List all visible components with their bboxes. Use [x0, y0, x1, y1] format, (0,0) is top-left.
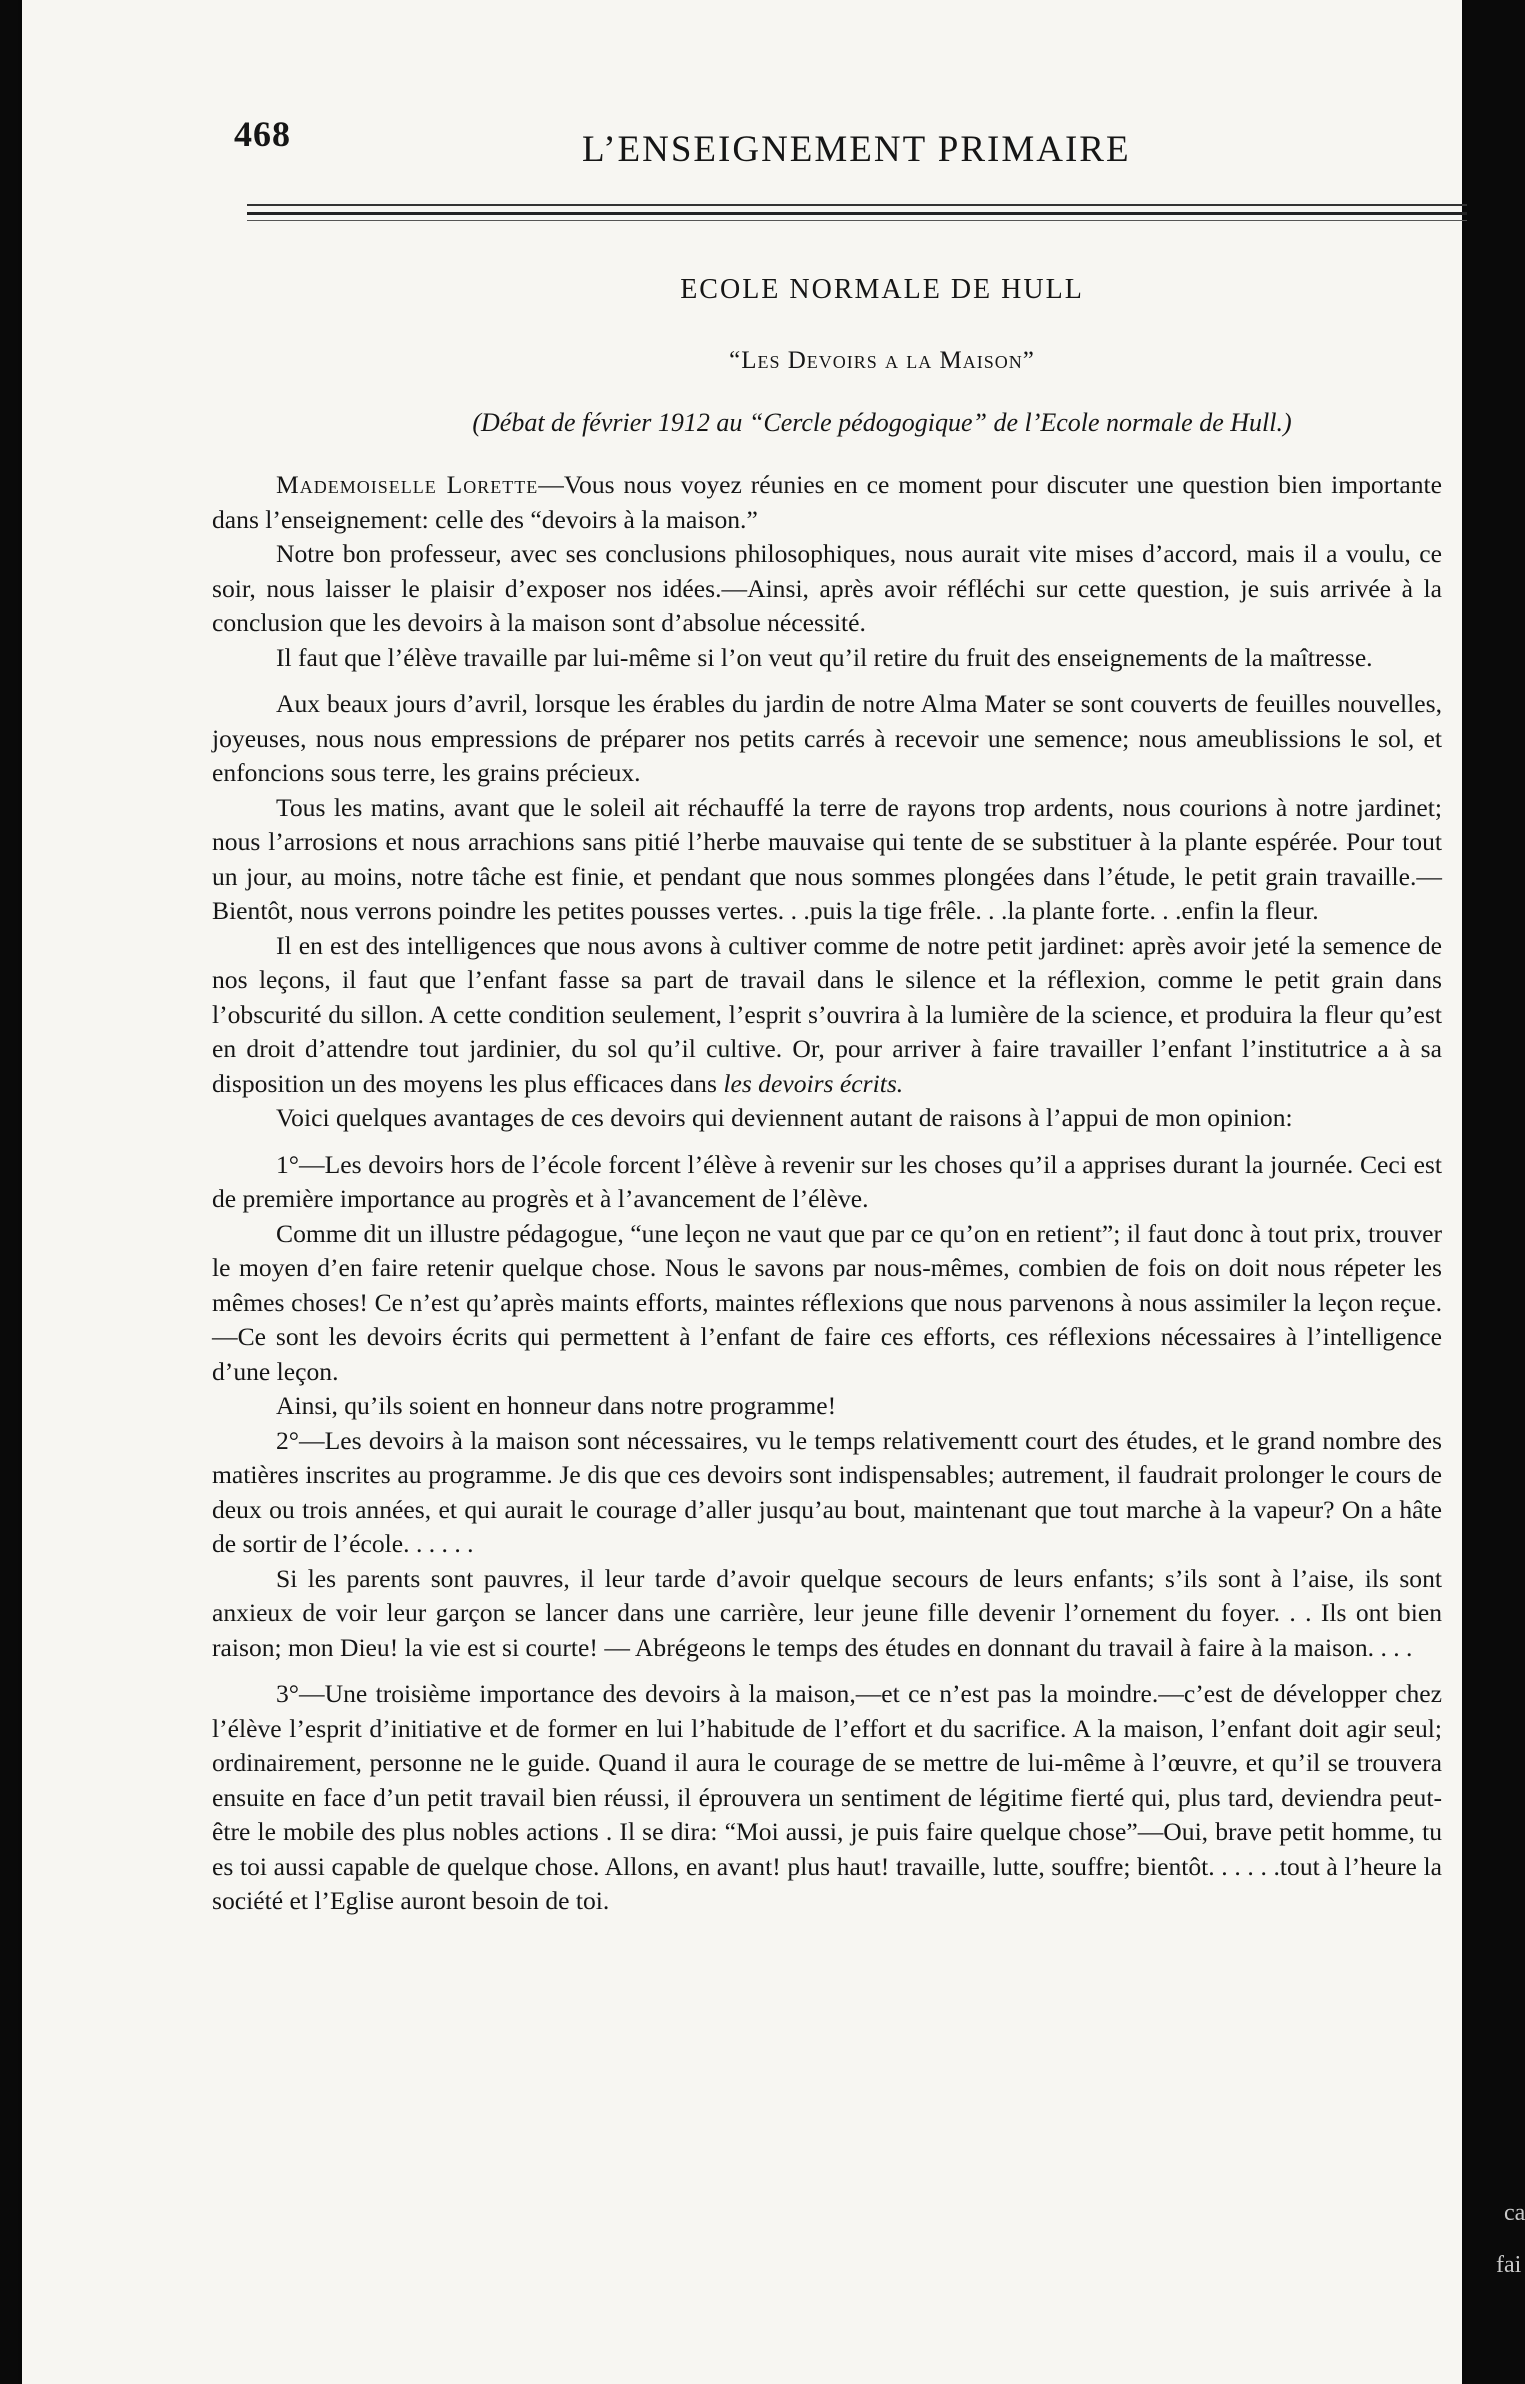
speaker-name: Mademoiselle Lorette [276, 470, 539, 499]
adjacent-page-fragment: ca [1504, 2200, 1525, 2226]
document-page [22, 0, 1462, 2384]
header-rule [247, 220, 1467, 221]
paragraph: Ainsi, qu’ils soient en honneur dans notre programme! [276, 1391, 837, 1420]
paragraph: Notre bon professeur, avec ses conclusions philosophiques, nous aurait vite mises d’accord, mais il a voulu, ce soir, nous laisser le plaisir d’exposer nos idées.—Ainsi, après avoir réfléchi sur cette question, je suis arrivée à la conclusion que les devoirs à la maison sont d’absolue nécessité. [212, 539, 1442, 637]
paragraph: 1°—Les devoirs hors de l’école forcent l’élève à revenir sur les choses qu’il a apprises durant la journée. Ceci est de première importance au progrès et à l’avancement de l’élève. [212, 1149, 1442, 1213]
header-rule [247, 212, 1467, 215]
paragraph: 2°—Les devoirs à la maison sont nécessaires, vu le temps relativementt court des études, et le grand nombre des matières inscrites au programme. Je dis que ces devoirs sont indispensables; autrement, il faudrait prolonger le cours de deux ou trois années, et qui aurait le courage d’aller jusqu’au bout, maintenant que tout marche à la vapeur? On a hâte de sortir de l’école. . . . . . [212, 1425, 1442, 1558]
header-rule [247, 204, 1467, 206]
running-head: L’ENSEIGNEMENT PRIMAIRE [582, 129, 1131, 170]
page-number: 468 [234, 114, 291, 154]
paragraph: Si les parents sont pauvres, il leur tarde d’avoir quelque secours de leurs enfants; s’ils sont à l’aise, ils sont anxieux de voir leur garçon se lancer dans une carrière, leur jeune fille devenir l’ornement du foyer. . . Ils ont bien raison; mon Dieu! la vie est si courte! — Abrégeons le temps des études en donnant du travail à faire à la maison. . . . [212, 1563, 1442, 1662]
paragraph: Aux beaux jours d’avril, lorsque les érables du jardin de notre Alma Mater se sont couverts de feuilles nouvelles, joyeuses, nous nous empressions de préparer nos petits carrés à recevoir une semence; nous ameublissions le sol, et enfoncions sous terre, les grains précieux. [212, 689, 1442, 787]
paragraph: 3°—Une troisième importance des devoirs à la maison,—et ce n’est pas la moindre.—c’est de développer chez l’élève l’esprit d’initiative et de former en lui l’habitude de l’effort et du sacrifice. A la maison, l’enfant doit agir seul; ordinairement, personne ne le guide. Quand il aura le courage de se mettre de lui-même à l’œuvre, et qu’il se trouvera ensuite en face d’un petit travail bien réussi, il éprouvera un sentiment de légitime fierté qui, plus tard, deviendra peut-être le mobile des plus nobles actions . Il se dira: “Moi aussi, je puis faire quelque chose”—Oui, brave petit homme, tu es toi aussi capable de quelque chose. Allons, en avant! plus haut! travaille, lutte, souffre; bientôt. . . . . .tout à l’heure la société et l’Eglise auront besoin de toi. [212, 1679, 1442, 1915]
paragraph: Comme dit un illustre pédagogue, “une leçon ne vaut que par ce qu’on en retient”; il faut donc à tout prix, trouver le moyen d’en faire retenir quelque chose. Nous le savons par nous-mêmes, combien de fois on doit nous répeter les mêmes choses! Ce n’est qu’après maints efforts, maintes réflexions que nous parvenons à nous assimiler la leçon reçue.—Ce sont les devoirs écrits qui permettent à l’enfant de faire ces efforts, ces réflexions nécessaires à l’intelligence d’une leçon. [212, 1218, 1442, 1386]
debate-note [242, 408, 1522, 438]
paragraph: Voici quelques avantages de ces devoirs qui deviennent autant de raisons à l’appui de mon opinion: [276, 1103, 1293, 1132]
debate-note-text: (Débat de février 1912 au “Cercle pédogogique” de l’Ecole normale de Hull.) [472, 408, 1292, 437]
adjacent-page-fragment: fai [1496, 2252, 1522, 2278]
paragraph: Il faut que l’élève travaille par lui-même si l’on veut qu’il retire du fruit des enseignements de la maîtresse. [276, 642, 1373, 672]
paragraph: Tous les matins, avant que le soleil ait réchauffé la terre de rayons trop ardents, nous courions à notre jardinet; nous l’arrosions et nous arrachions sans pitié l’herbe mauvaise qui tente de se substituer à la plante espérée. Pour tout un jour, au moins, notre tâche est finie, et pendant que nous sommes plongées dans l’étude, le petit grain travaille.—Bientôt, nous verrons poindre les petites pousses vertes. . .puis la tige frêle. . .la plante forte. . .enfin la fleur. [212, 792, 1442, 925]
paragraph-text: —Vous nous voyez réunies en ce moment pour discuter une question bien importante dans l’enseignement: celle des “devoirs à la maison.” [212, 470, 1442, 534]
paragraph [212, 929, 1442, 1102]
section-title: ECOLE NORMALE DE HULL [680, 274, 1084, 305]
emphasis-text: les devoirs écrits. [723, 1068, 904, 1098]
paragraph [212, 468, 1442, 537]
article-body [212, 468, 1442, 1919]
paragraph-text: Il en est des intelligences que nous avons à cultiver comme de notre petit jardinet: après avoir jeté la semence de nos leçons, il faut que l’enfant fasse sa part de travail dans le silence et la réflexion, comme le petit grain dans l’obscurité du sillon. A cette condition seulement, l’esprit s’ouvrira à la lumière de la science, et produira la fleur qu’est en droit d’attendre tout jardinier, du sol qu’il cultive. Or, pour arriver à faire travailler l’enfant l’institutrice a à sa disposition un des moyens les plus efficaces dans [212, 930, 1442, 1098]
article-subtitle: “Les Devoirs a la Maison” [729, 347, 1035, 374]
